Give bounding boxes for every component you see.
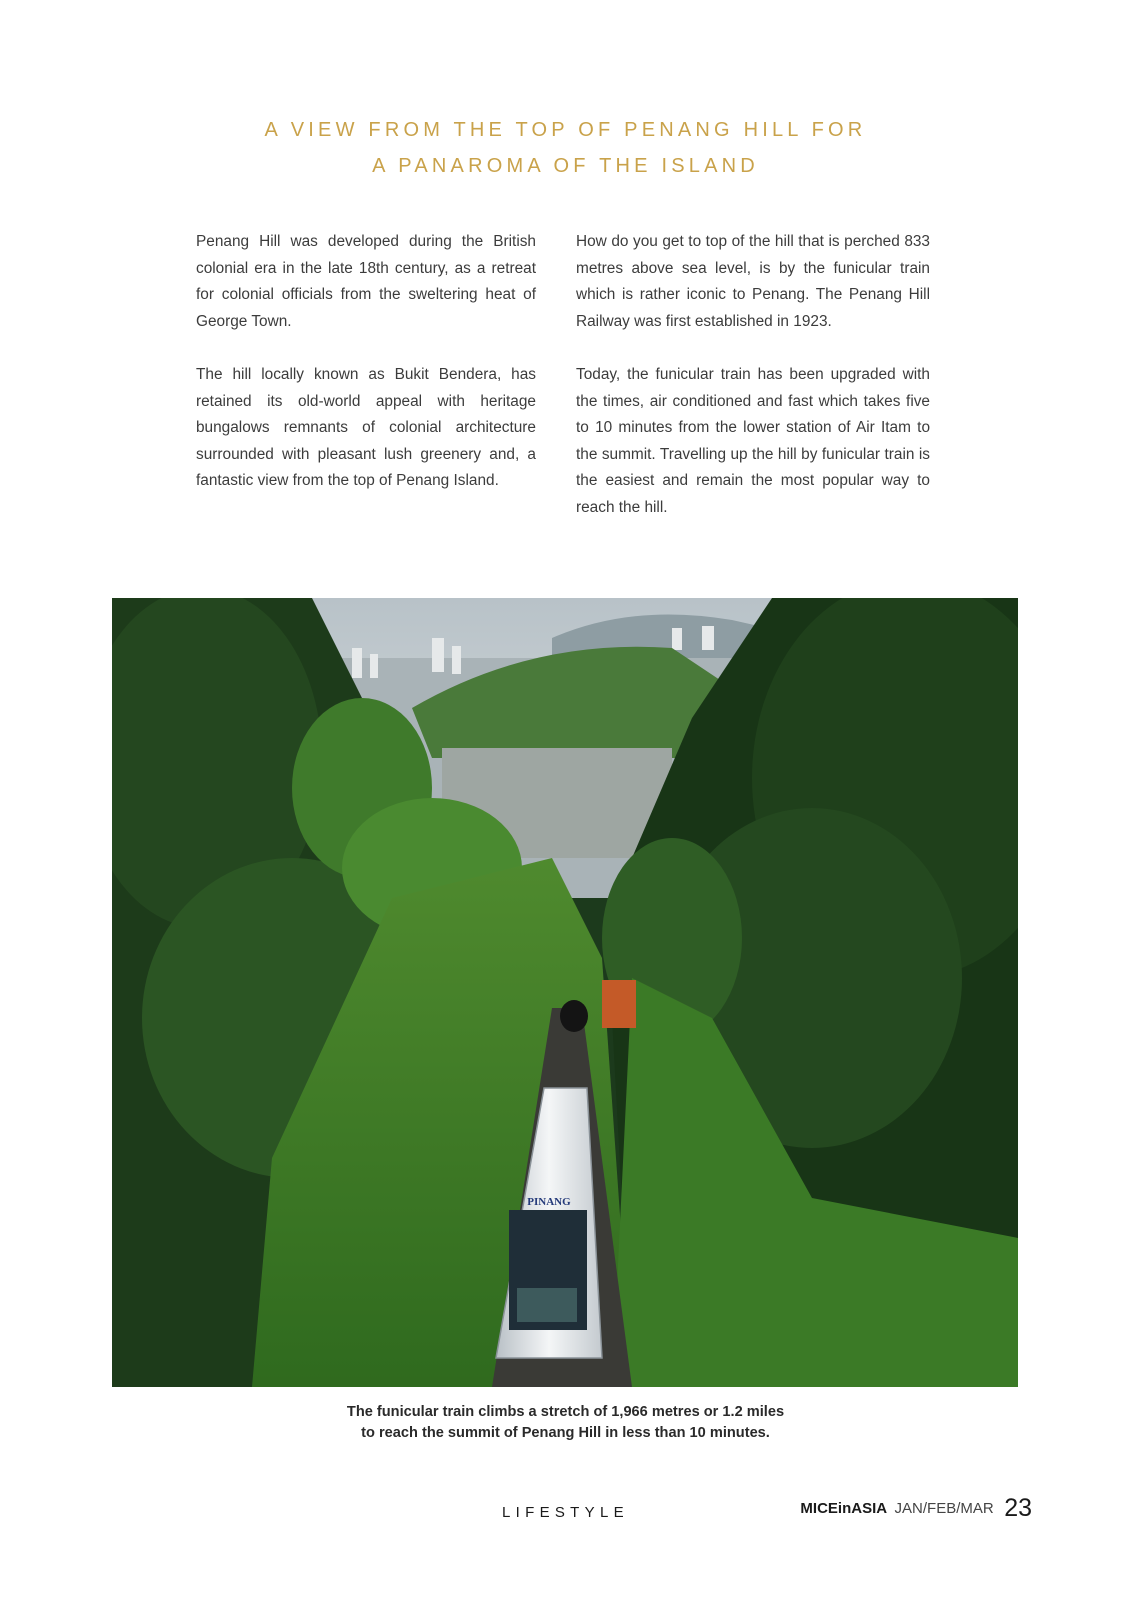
article-headline: [0, 112, 1131, 184]
caption-line-1: The funicular train climbs a stretch of 1,966 metres or 1.2 miles: [346, 1404, 785, 1420]
page-number: 23: [1004, 1494, 1032, 1522]
photo-caption: [0, 1402, 1131, 1444]
train-label: PINANG: [527, 1196, 571, 1208]
magazine-name: MICEinASIA: [800, 1500, 888, 1517]
paragraph: How do you get to top of the hill that is perched 833 metres above sea level, is by the funicular train which is rather iconic to Penang. The Penang Hill Railway was first established in 1923.: [576, 233, 930, 330]
paragraph: The hill locally known as Bukit Bendera, has retained its old-world appeal with heritage bungalows remnants of colonial architecture surrounded with pleasant lush greenery and, a fantastic view from the top of Penang Island.: [196, 365, 536, 490]
station-roof: [602, 980, 636, 1028]
footer-brand: [800, 1494, 1032, 1523]
paragraph: Penang Hill was developed during the British colonial era in the late 18th century, as a retreat for colonial officials from the sweltering heat of George Town.: [196, 233, 536, 330]
train-window-lower: [517, 1288, 577, 1322]
photo-illustration: [112, 598, 1018, 1387]
body-column-left: [196, 229, 536, 522]
body-column-right: [576, 229, 930, 548]
footer-section-label: LIFESTYLE: [502, 1504, 629, 1521]
funicular-photo: [112, 598, 1018, 1387]
paragraph: Today, the funicular train has been upgraded with the times, air conditioned and fast which takes five to 10 minutes from the lower station of Air Itam to the summit. Travelling up the hill by funicular train is the easiest and remain the most popular way to reach the hill.: [576, 365, 930, 516]
caption-line-2: to reach the summit of Penang Hill in less than 10 minutes.: [361, 1425, 770, 1441]
issue-date: JAN/FEB/MAR: [894, 1500, 994, 1517]
tunnel-entrance: [560, 1000, 588, 1032]
headline-line-1: A VIEW FROM THE TOP OF PENANG HILL FOR: [264, 119, 867, 141]
headline-line-2: A PANAROMA OF THE ISLAND: [372, 155, 759, 177]
